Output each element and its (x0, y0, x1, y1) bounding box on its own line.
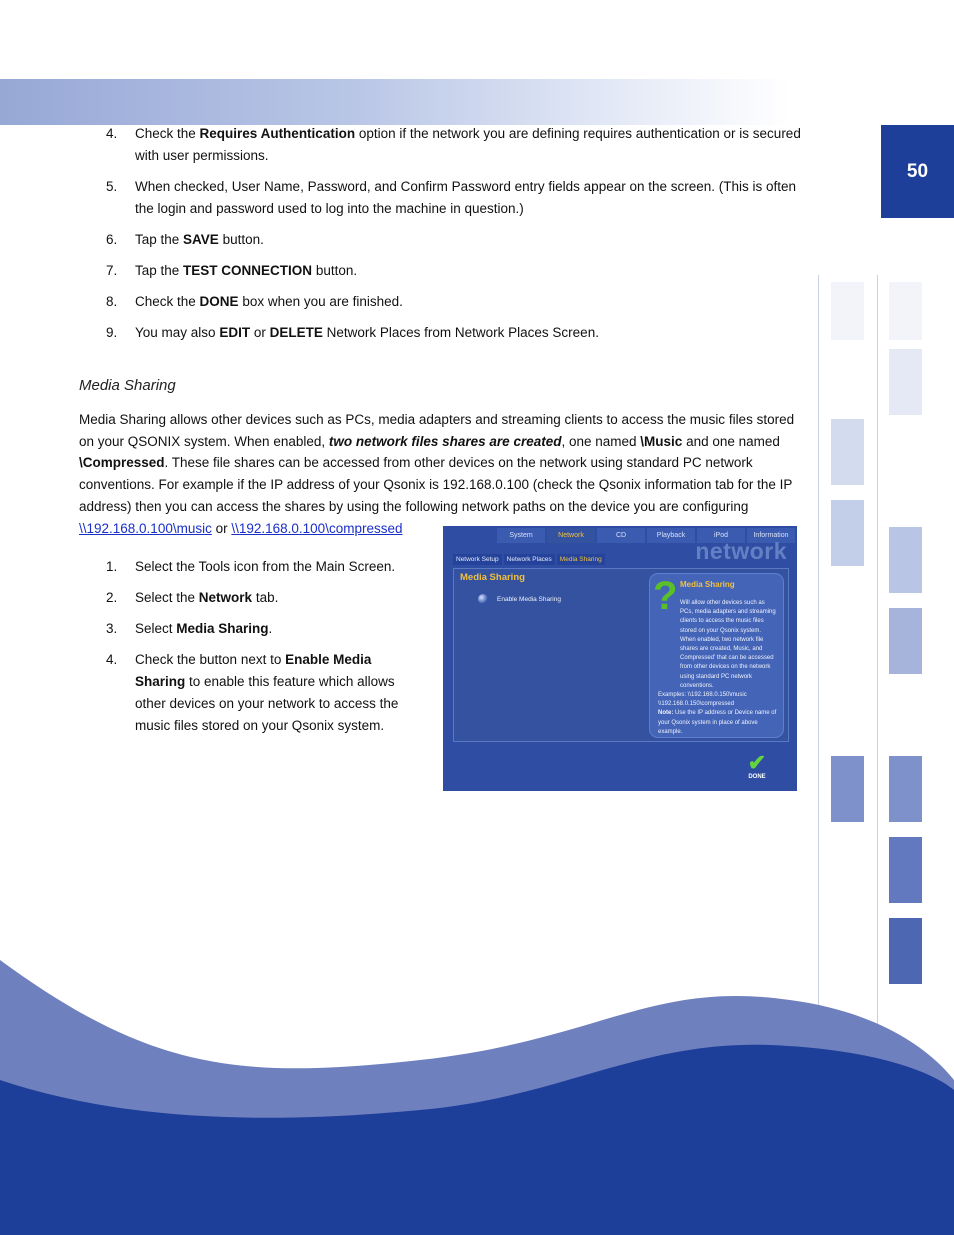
subtab-network-places[interactable]: Network Places (504, 554, 555, 565)
steps-list-bottom (79, 556, 419, 746)
header-band (0, 79, 790, 125)
list-item: 6. Tap the SAVE button. (106, 232, 264, 247)
side-square (889, 608, 922, 674)
question-mark-icon: ? (653, 574, 678, 618)
tab-system[interactable]: System (497, 528, 545, 543)
tab-information[interactable]: Information (747, 528, 795, 543)
panel-title: Media Sharing (460, 572, 525, 583)
section-title: Media Sharing (79, 377, 176, 394)
subtab-network-setup[interactable]: Network Setup (453, 554, 502, 565)
side-square (831, 500, 864, 566)
list-item: 9. You may also EDIT or DELETE Network Places from Network Places Screen. (106, 325, 599, 340)
side-square (889, 527, 922, 593)
side-square (889, 837, 922, 903)
list-item: 8. Check the DONE box when you are finished. (106, 294, 403, 309)
list-item: 2. Select the Network tab. (106, 590, 279, 605)
music-share-link[interactable]: \\192.168.0.100\music (79, 520, 212, 536)
list-item: 1. Select the Tools icon from the Main Screen. (106, 559, 396, 574)
help-box (649, 573, 784, 738)
side-square (831, 419, 864, 485)
tab-playback[interactable]: Playback (647, 528, 695, 543)
help-text: Will allow other devices such as PCs, media adapters and streaming clients to access the music files stored on your Qsonix system. When enabled, two network file shares are created, Music, and Compressed' that can be accessed from other devices on the network using standard PC network conventions. Examples: \\192.168.0.150\music \\192.168.0.150\compressed Note: Use the IP address or Device name of your Qsonix system in place of above example. (658, 600, 777, 735)
side-square (889, 756, 922, 822)
media-sharing-screenshot (443, 526, 797, 791)
list-item: 4. Check the Requires Authentication option if the network you are defining requires authentication or is secured with user permissions. (106, 126, 801, 163)
tab-ipod[interactable]: iPod (697, 528, 745, 543)
screen-title: network (695, 538, 787, 564)
side-square (889, 282, 922, 340)
help-title: Media Sharing (680, 580, 735, 589)
tab-cd[interactable]: CD (597, 528, 645, 543)
screen-subtabs (453, 554, 607, 565)
list-item: 5. When checked, User Name, Password, and Confirm Password entry fields appear on the screen. (This is often the login and password used to log into the machine in question.) (106, 179, 797, 216)
compressed-share-link[interactable]: \\192.168.0.100\compressed (231, 520, 403, 536)
enable-media-sharing-label: Enable Media Sharing (497, 596, 561, 603)
footer-wave (0, 950, 954, 1235)
steps-list-top (79, 123, 804, 353)
subtab-media-sharing[interactable]: Media Sharing (557, 554, 605, 565)
list-item: 7. Tap the TEST CONNECTION button. (106, 263, 358, 278)
side-square (889, 349, 922, 415)
side-square (831, 282, 864, 340)
page-number-tab (881, 125, 954, 218)
list-item: 4. Check the button next to Enable Media Sharing to enable this feature which allows other devices on your network to access the music files stored on your Qsonix system. (106, 652, 399, 733)
media-sharing-paragraph: Media Sharing allows other devices such as PCs, media adapters and streaming clients to access the music files stored on your QSONIX system. When enabled, two network files shares are created, one named \Music and one named \Compressed. These file shares can be accessed from other devices on the network using standard PC network conventions. For example if the IP address of your Qsonix is 192.168.0.100 (check the Qsonix information tab for the IP address) then you can access the shares by using the following network paths on the device you are configuring \\192.168.0.100\music or \\192.168.0.100\compressed (79, 412, 795, 536)
checkmark-icon: ✔ (747, 750, 767, 775)
enable-media-sharing-radio[interactable] (478, 594, 488, 604)
page-number: 50 (906, 160, 929, 182)
done-button[interactable]: ✔ DONE (745, 752, 769, 780)
media-sharing-panel (453, 568, 789, 742)
tab-network[interactable]: Network (547, 528, 595, 543)
list-item: 3. Select Media Sharing. (106, 621, 273, 636)
side-square (831, 756, 864, 822)
